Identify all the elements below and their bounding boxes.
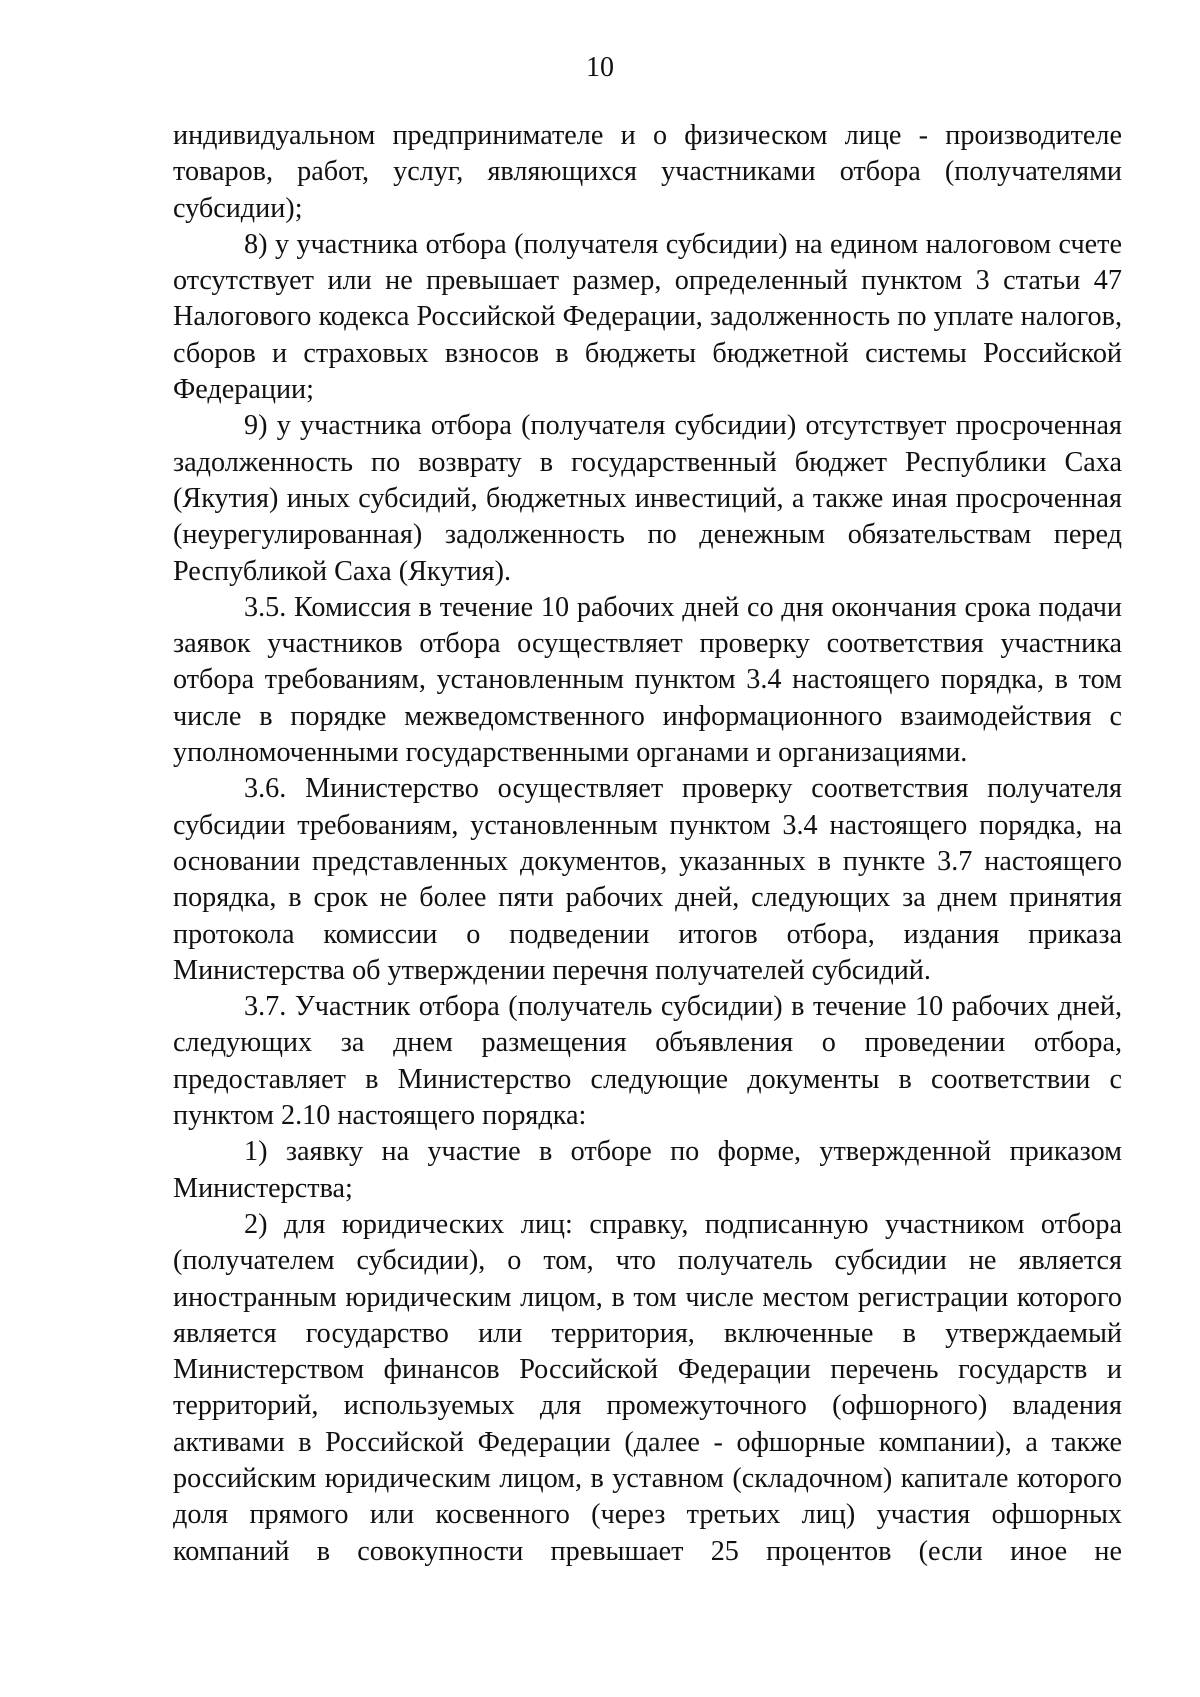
paragraph-continuation: индивидуальном предпринимателе и о физическом лице - производителе товаров, работ, услуг, являющихся участниками отбора (получателями субсидии); xyxy=(173,120,1122,224)
paragraph-doc-item-1: 1) заявку на участие в отборе по форме, утвержденной приказом Министерства; xyxy=(173,1136,1122,1204)
document-body xyxy=(173,118,1122,1570)
paragraph-3-7: 3.7. Участник отбора (получатель субсидии) в течение 10 рабочих дней, следующих за днем размещения объявления о проведении отбора, предоставляет в Министерство следующие документы в соответствии с пунктом 2.10 настоящего порядка: xyxy=(173,991,1122,1132)
paragraph-3-5: 3.5. Комиссия в течение 10 рабочих дней со дня окончания срока подачи заявок участников отбора осуществляет проверку соответствия участника отбора требованиям, установленным пунктом 3.4 настоящего порядка, в том числе в порядке межведомственного информационного взаимодействия с уполномоченными государственными органами и организациями. xyxy=(173,591,1122,769)
paragraph-item-9: 9) у участника отбора (получателя субсидии) отсутствует просроченная задолженность по возврату в государственный бюджет Республики Саха (Якутия) иных субсидий, бюджетных инвестиций, а также иная просроченная (неурегулированная) задолженность по денежным обязательствам перед Республикой Саха (Якутия). xyxy=(173,410,1122,587)
paragraph-item-8: 8) у участника отбора (получателя субсидии) на едином налоговом счете отсутствует или не превышает размер, определенный пунктом 3 статьи 47 Налогового кодекса Российской Федерации, задолженность по уплате налогов, сборов и страховых взносов в бюджеты бюджетной системы Российской Федерации; xyxy=(173,228,1122,406)
paragraph-doc-item-2: 2) для юридических лиц: справку, подписанную участником отбора (получателем субсидии), о том, что получатель субсидии не является иностранным юридическим лицом, в том числе местом регистрации которого является государство или территория, включенные в утверждаемый Министерством финансов Российской Федерации перечень государств и территорий, используемых для промежуточного (офшорного) владения активами в Российской Федерации (далее - офшорные компании), а также российским юридическим лицом, в уставном (складочном) капитале которого доля прямого или косвенного (через третьих лиц) участия офшорных компаний в совокупности превышает 25 процентов (если иное не xyxy=(173,1208,1122,1567)
page-number: 10 xyxy=(586,52,614,83)
paragraph-3-6: 3.6. Министерство осуществляет проверку соответствия получателя субсидии требованиям, установленным пунктом 3.4 настоящего порядка, на основании представленных документов, указанных в пункте 3.7 настоящего порядка, в срок не более пяти рабочих дней, следующих за днем принятия протокола комиссии о подведении итогов отбора, издания приказа Министерства об утверждении перечня получателей субсидий. xyxy=(173,773,1122,986)
